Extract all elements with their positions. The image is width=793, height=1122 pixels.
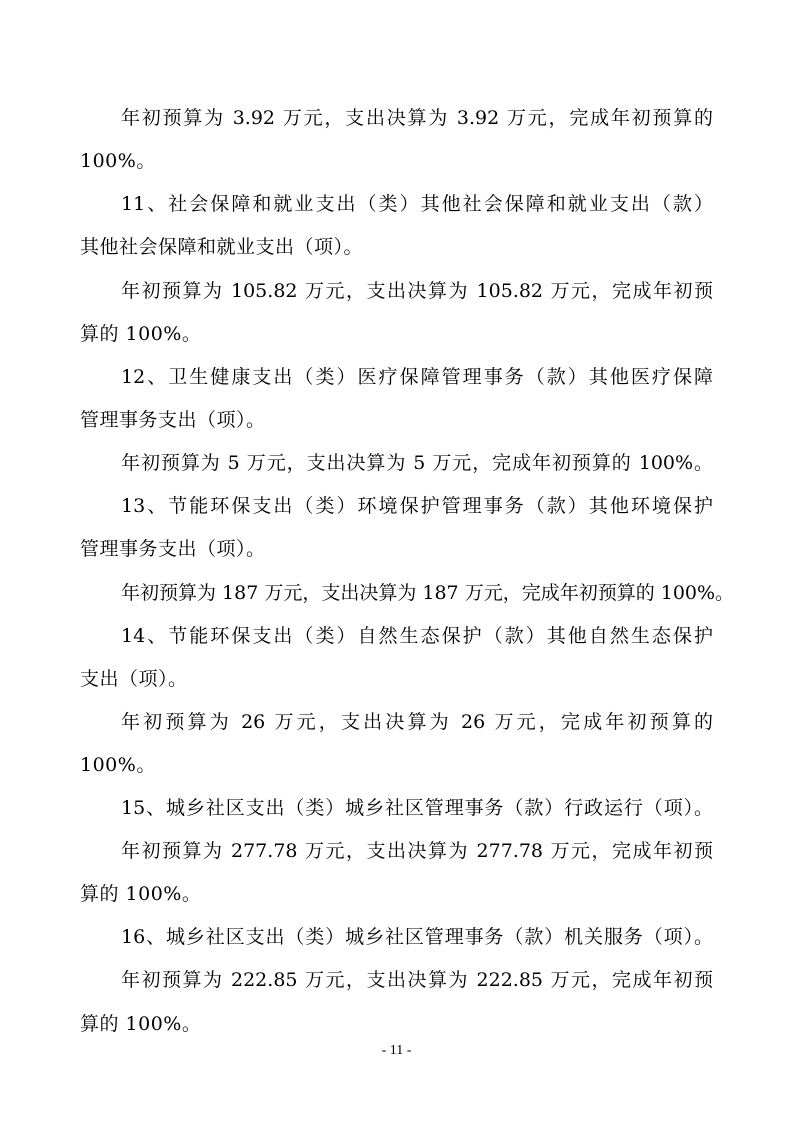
section-heading-line: 15、城乡社区支出（类）城乡社区管理事务（款）行政运行（项）。 [121, 797, 713, 819]
section-heading-line: 13、节能环保支出（类）环境保护管理事务（款）其他环境保护 [121, 495, 713, 517]
paragraph-line: 年初预算为 105.82 万元，支出决算为 105.82 万元，完成年初预 [121, 280, 713, 302]
section-heading-line: 管理事务支出（项）。 [80, 538, 266, 560]
paragraph-line: 算的 100%。 [80, 323, 202, 345]
section-heading-line: 支出（项）。 [80, 668, 188, 690]
paragraph-line: 算的 100%。 [80, 883, 202, 905]
section-heading-line: 管理事务支出（项）。 [80, 409, 266, 431]
paragraph-line: 年初预算为 5 万元，支出决算为 5 万元，完成年初预算的 100%。 [121, 452, 713, 474]
section-heading-line: 12、卫生健康支出（类）医疗保障管理事务（款）其他医疗保障 [121, 366, 713, 388]
paragraph-line: 年初预算为 187 万元，支出决算为 187 万元，完成年初预算的 100%。 [121, 582, 735, 604]
section-heading-line: 16、城乡社区支出（类）城乡社区管理事务（款）机关服务（项）。 [121, 926, 713, 948]
paragraph-line: 100%。 [80, 150, 156, 172]
section-heading-line: 11、社会保障和就业支出（类）其他社会保障和就业支出（款） [121, 193, 713, 215]
paragraph-line: 年初预算为 26 万元，支出决算为 26 万元，完成年初预算的 [121, 711, 713, 733]
paragraph-line: 年初预算为 3.92 万元，支出决算为 3.92 万元，完成年初预算的 [121, 107, 713, 129]
section-heading-line: 其他社会保障和就业支出（项）。 [80, 236, 364, 258]
paragraph-line: 算的 100%。 [80, 1013, 202, 1035]
paragraph-line: 年初预算为 277.78 万元，支出决算为 277.78 万元，完成年初预 [121, 840, 713, 862]
paragraph-line: 100%。 [80, 754, 156, 776]
paragraph-line: 年初预算为 222.85 万元，支出决算为 222.85 万元，完成年初预 [121, 969, 713, 991]
page-number: - 11 - [381, 1043, 412, 1058]
section-heading-line: 14、节能环保支出（类）自然生态保护（款）其他自然生态保护 [121, 625, 713, 647]
